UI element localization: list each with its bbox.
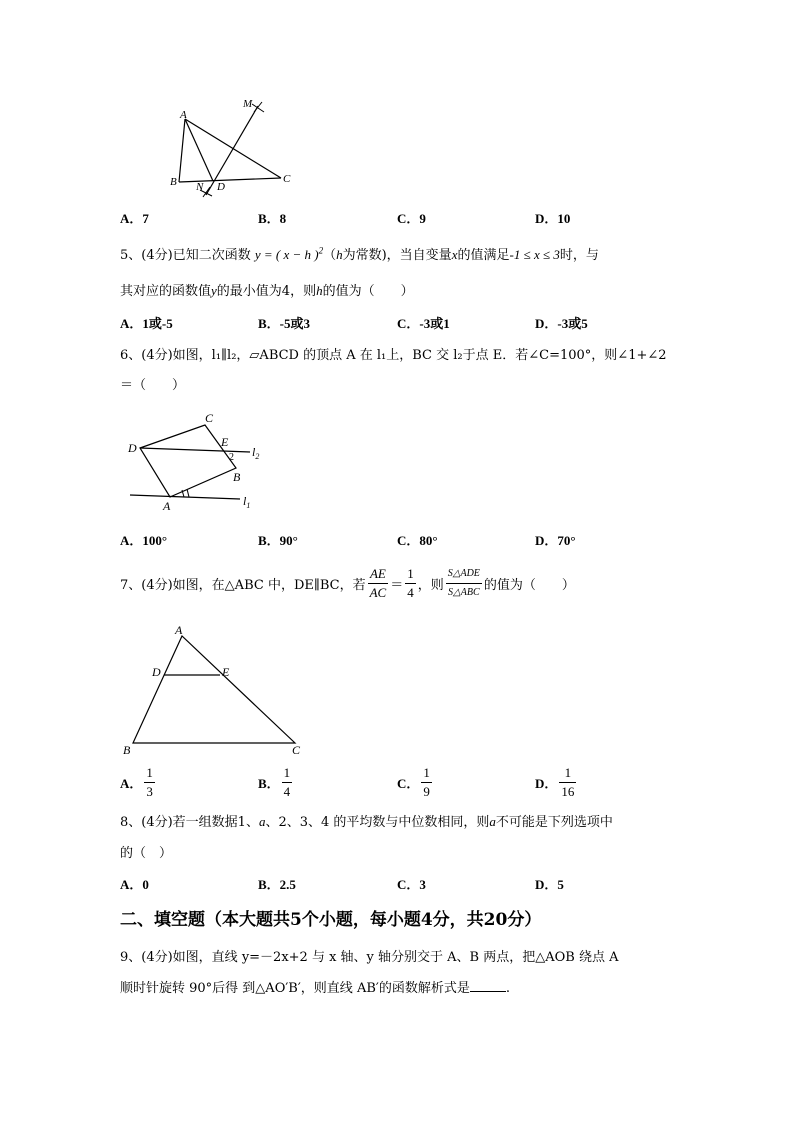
q7-label-e: E bbox=[222, 665, 230, 679]
q4-arc-m2 bbox=[254, 102, 262, 112]
q6-figure bbox=[120, 405, 280, 515]
q6-angle1-mark-b bbox=[187, 489, 189, 497]
q7-frac-1-4: $\frac{1}{4}$ bbox=[407, 566, 414, 600]
q4-option-c: C．9 bbox=[397, 211, 426, 226]
q7-label-c: C bbox=[292, 743, 301, 757]
q4-line-ab bbox=[179, 119, 185, 182]
q4-label-n: N bbox=[196, 181, 204, 193]
q9-line2: 顺时针旋转 90°后得 到△AO′B′，则直线 AB′的函数解析式是 . bbox=[120, 981, 510, 996]
q4-option-d: D．10 bbox=[535, 211, 571, 226]
q6-line2: ＝（ ） bbox=[120, 378, 186, 393]
section-title-fill-blank: 二、填空题（本大题共5个小题，每小题4分，共20分） bbox=[120, 910, 542, 930]
q8-option-d: D．5 bbox=[535, 877, 564, 892]
q4-line-mn bbox=[206, 106, 258, 195]
q5-range: -1 ≤ x ≤ 3 bbox=[509, 247, 560, 262]
q7-triangle bbox=[133, 636, 295, 743]
q6-label-b: B bbox=[233, 470, 241, 484]
q9-line1: 9、(4分)如图，直线 y=－2x+2 与 x 轴、y 轴分别交于 A、B 两点，把△AOB 绕点 A bbox=[120, 950, 619, 965]
q8-option-a: A．0 bbox=[120, 877, 149, 892]
q7-label-d: D bbox=[152, 665, 161, 679]
q5-text2: （ bbox=[323, 248, 337, 263]
q6-option-a: A．100° bbox=[120, 533, 168, 548]
q6-label-angle2: 2 bbox=[229, 452, 234, 463]
q5-text1: 已知二次函数 bbox=[172, 248, 251, 263]
q6-label-a: A bbox=[163, 499, 171, 513]
q4-figure bbox=[160, 95, 300, 205]
q5-text3: 为常数)，当自变量 bbox=[342, 248, 452, 263]
q5-option-b: B．-5或3 bbox=[258, 316, 311, 331]
q6-line1: 6、(4分)如图，l₁∥l₂，▱ABCD 的顶点 A 在 l₁上，BC 交 l₂于点 E．若∠C=100°，则∠1+∠2 bbox=[120, 348, 667, 363]
q7-frac-ae-ac: $\frac{AE}{AC}$ bbox=[369, 566, 387, 600]
q5-option-c: C．-3或1 bbox=[397, 316, 450, 331]
q5-number: 5、(4分) bbox=[120, 248, 173, 263]
q5-option-a: A．1或-5 bbox=[120, 316, 173, 331]
q8-option-c: C．3 bbox=[397, 877, 426, 892]
q7-option-d: D． $\frac{1}{16}$ bbox=[535, 765, 575, 799]
q7-figure bbox=[120, 620, 310, 760]
q7-option-a: A． $\frac{1}{3}$ bbox=[120, 765, 153, 799]
q5-h1: h bbox=[336, 247, 343, 262]
q7-line1: 7、(4分)如图，在△ABC 中，DE∥BC，若 $\frac{AE}{AC}$ ＝ $\frac{1}{4}$ ，则 $\frac{\text{S△ADE}}{\text{S△ABC}}$ 的值为（ ） bbox=[120, 566, 575, 600]
q5-y: y bbox=[211, 283, 217, 298]
q4-label-a: A bbox=[180, 109, 187, 121]
q6-line-l1 bbox=[130, 495, 240, 499]
q6-option-d: D．70° bbox=[535, 533, 576, 548]
q6-label-e: E bbox=[221, 435, 229, 449]
q6-label-l2: $l_2$ bbox=[252, 445, 260, 461]
q8-line2: 的（ ） bbox=[120, 846, 173, 861]
q5-text4: 的值满足 bbox=[457, 248, 510, 263]
q8-option-b: B．2.5 bbox=[258, 877, 296, 892]
q4-option-b: B．8 bbox=[258, 211, 287, 226]
q6-option-c: C．80° bbox=[397, 533, 438, 548]
q6-option-b: B．90° bbox=[258, 533, 298, 548]
q5-line2: 其对应的函数值y的最小值为4，则h的值为（ ） bbox=[120, 283, 414, 299]
q4-arc-m1 bbox=[252, 104, 264, 112]
q6-label-d: D bbox=[128, 441, 137, 455]
q7-label-a: A bbox=[175, 623, 183, 637]
q5-x1: x bbox=[451, 247, 458, 262]
q5-formula: y = ( x − h )$^2$ bbox=[254, 245, 324, 262]
q5-h2: h bbox=[316, 283, 323, 298]
q8-a1: a bbox=[258, 814, 266, 829]
q8-a2: a bbox=[489, 814, 496, 829]
q4-label-d: D bbox=[217, 181, 225, 193]
q7-label-b: B bbox=[123, 743, 131, 757]
q5-option-d: D．-3或5 bbox=[535, 316, 588, 331]
q5-line1 bbox=[120, 244, 599, 263]
q9-answer-blank[interactable] bbox=[470, 979, 506, 992]
q4-line-bc bbox=[179, 178, 281, 182]
q4-label-c: C bbox=[283, 173, 291, 185]
q8-line1: 8、(4分)若一组数据1、a、2、3、4 的平均数与中位数相同，则a不可能是下列选项中 bbox=[120, 814, 613, 830]
q7-option-b: B． $\frac{1}{4}$ bbox=[258, 765, 291, 799]
q4-label-m: M bbox=[243, 98, 253, 110]
q4-label-b: B bbox=[170, 176, 177, 188]
q7-frac-area: $\frac{\text{S△ADE}}{\text{S△ABC}}$ bbox=[446, 565, 482, 602]
q6-label-c: C bbox=[205, 411, 214, 425]
q4-option-a: A．7 bbox=[120, 211, 149, 226]
q6-label-l1: $l_1$ bbox=[243, 494, 251, 510]
q5-text5: 时，与 bbox=[559, 248, 599, 263]
q7-option-c: C． $\frac{1}{9}$ bbox=[397, 765, 430, 799]
